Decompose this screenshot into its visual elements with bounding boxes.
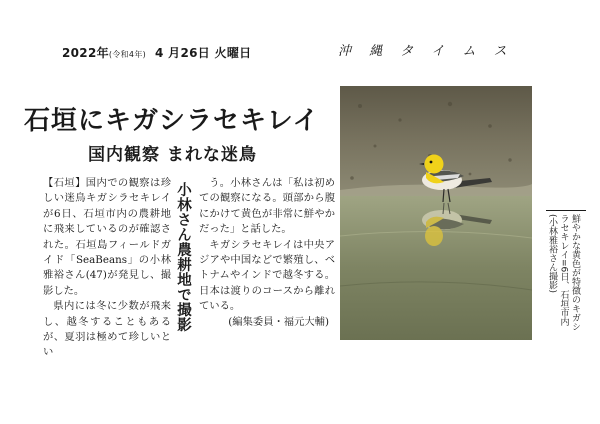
caption-rule (546, 210, 586, 211)
vertical-subheadline: 小林さん農耕地で撮影 (175, 182, 192, 332)
article-column-1 (43, 176, 171, 361)
article-column-2 (199, 176, 335, 330)
article-photo (340, 86, 532, 340)
date-month-day: 4 月26日 (155, 46, 211, 60)
date-weekday: 火曜日 (214, 46, 252, 60)
paragraph: 県内には冬に少数が飛来し、越冬することもあるが、夏羽は極めて珍しいとい (43, 300, 171, 359)
photo-caption: 鮮やかな黄色が特徴のキガシラセキレイ=6日、石垣市内(小林雅裕さん撮影) (547, 214, 580, 331)
date-era: (令和4年) (108, 50, 147, 59)
paragraph: う。小林さんは「私は初めての観察になる。頭部から腹にかけて黄色が非常に鮮やかだった」と話した。 (199, 177, 335, 236)
subheadline: 国内観察 まれな迷鳥 (88, 145, 257, 165)
byline: (編集委員・福元大輔) (228, 315, 329, 328)
newspaper-name: 沖 縄 タ イ ム ス (338, 44, 514, 59)
headline: 石垣にキガシラセキレイ (24, 106, 320, 136)
paragraph: キガシラセキレイは中央アジアや中国などで繁殖し、ベトナムやインドで越冬する。日本は渡りのコースから離れている。 (199, 238, 335, 313)
wagtail-bird-photo (340, 86, 532, 340)
date-year: 2022年 (62, 46, 109, 60)
paragraph: 【石垣】国内での観察は珍しい迷鳥キガシラセキレイが6日、石垣市内の農耕地に飛来しているのが確認された。石垣島フィールドガイド「SeaBeans」の小林雅裕さん(47)が発見し、撮影した。 (43, 177, 171, 297)
dateline-date (62, 44, 251, 61)
